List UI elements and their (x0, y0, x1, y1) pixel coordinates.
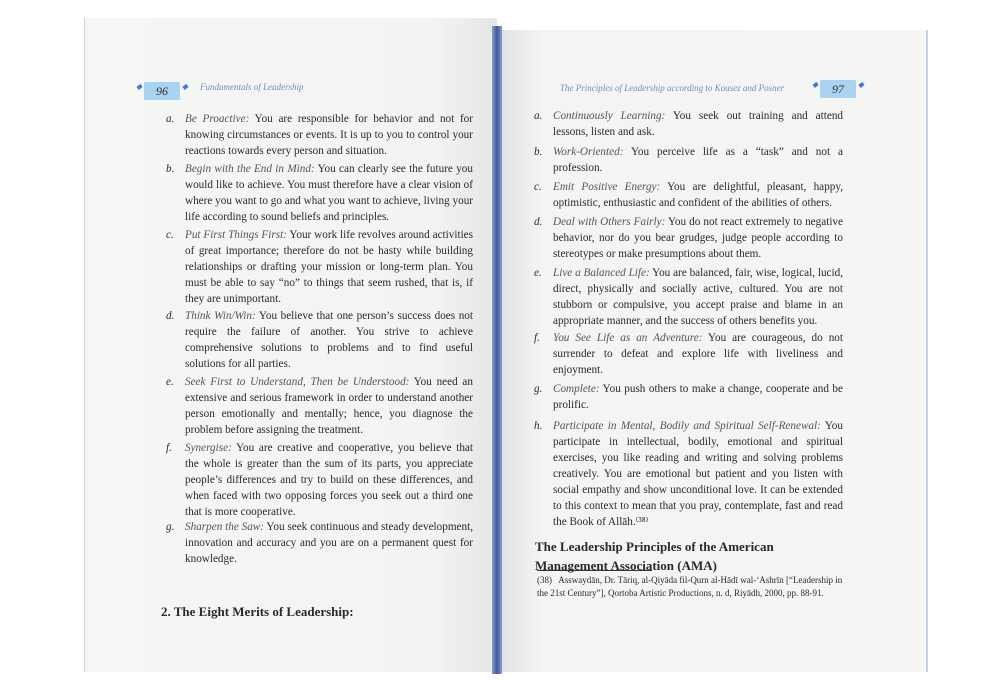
item-term: Complete: (553, 383, 600, 395)
item-label: b. (534, 146, 543, 158)
item-text: You can clearly see the future you would like to achieve. You must therefore have a clear vision of where you want to go and what you want to achieve, living your life according to sound beliefs and principles. (185, 163, 474, 223)
footnote-divider (537, 570, 652, 571)
item-label: b. (166, 163, 175, 175)
item-term: Begin with the End in Mind: (185, 163, 315, 175)
item-label: c. (166, 229, 174, 241)
item-term: Emit Positive Energy: (553, 181, 661, 193)
list-item (166, 308, 473, 372)
item-term: Participate in Mental, Bodily and Spiritual Self-Renewal: (553, 420, 821, 432)
item-label: c. (534, 181, 542, 193)
footnote-number: (38) (537, 575, 552, 585)
running-header: Fundamentals of Leadership (200, 82, 304, 92)
footnote-text: Asswaydān, Dr. Tāriq, al-Qiyāda fil-Qurn al-Hādī wal-‘Ashrīn [“Leadership in the 21st Century”], Qortoba Artistic Productions, n. d, Riyādh, 2000, pp. 88-91. (537, 575, 843, 598)
item-term: Be Proactive: (185, 113, 250, 125)
item-term: Put First Things First: (185, 229, 287, 241)
item-label: d. (534, 216, 543, 228)
item-term: Sharpen the Saw: (185, 521, 264, 533)
list-item (534, 418, 843, 530)
item-label: a. (166, 113, 175, 125)
item-text: You do not react extremely to negative behavior, nor do you bear grudges, judge people according to stereotypes or make presumptions about them. (553, 216, 843, 260)
item-label: e. (534, 267, 542, 279)
item-text: You are responsible for behavior and not for knowing circumstances or events. It is up to you to control your reactions towards every person and situation. (185, 113, 473, 157)
book-spine (492, 26, 502, 674)
list-item (534, 144, 843, 176)
section-heading: The Leadership Principles of the American Management Association (AMA) (535, 539, 774, 573)
item-text: Your work life revolves around activities of great importance; therefore do not be hasty while building relationships or drafting your mission or long-term plan. You must be able to say “no” to things that seem rushed, that is, if they are unimportant. (185, 229, 473, 305)
item-text: You seek out training and attend lessons, listen and ask. (553, 110, 844, 138)
list-item (534, 214, 843, 262)
item-term: Deal with Others Fairly: (553, 216, 666, 228)
page-number: ◆ 97 ◆ (820, 80, 856, 98)
list-item (166, 161, 474, 225)
section-heading: 2. The Eight Merits of Leadership: (161, 604, 354, 619)
item-term: Work-Oriented: (553, 146, 624, 158)
item-label: f. (166, 442, 172, 454)
list-item (166, 374, 473, 438)
item-label: e. (166, 376, 174, 388)
list-item (166, 519, 473, 567)
item-term: Synergise: (185, 442, 232, 454)
list-item (534, 381, 843, 413)
item-term: Seek First to Understand, Then be Understood: (185, 376, 410, 388)
item-text: You need an extensive and serious framework in order to understand another person emotionally and mentally; hence, you diagnose the problem before assigning the treatment. (185, 376, 473, 436)
item-text: You are balanced, fair, wise, logical, lucid, direct, physically and socially active, cultured. You are not stubborn or compulsive, you accept praise and blame in an appropriate manner, and the success of others benefits you. (553, 267, 844, 327)
item-text: You participate in intellectual, bodily, emotional and spiritual exercises, you like reading and writing and solving problems creatively. You are emotional but patient and you listen with social empathy and show unconditional love. It can be extended to this context to mean that you pray, contemplate, fast and read the Book of Allāh.⁽³⁸⁾ (553, 420, 843, 528)
item-label: a. (534, 110, 543, 122)
item-text: You believe that one person’s success does not require the failure of another. You strive to achieve comprehensive solutions to problems and to find useful solutions for all parties. (185, 310, 473, 370)
list-item (534, 108, 844, 140)
list-item (534, 265, 844, 329)
item-term: You See Life as an Adventure: (553, 332, 703, 344)
item-text: You seek continuous and steady development, innovation and accuracy and you are on a permanent quest for knowledge. (185, 521, 473, 565)
item-label: g. (166, 521, 175, 533)
footnote (537, 574, 843, 600)
item-term: Continuously Learning: (553, 110, 666, 122)
item-text: You push others to make a change, cooperate and be prolific. (553, 383, 843, 411)
list-item (166, 227, 473, 307)
item-text: You are courageous, do not surrender to defeat and explore life with liveliness and enjoyment. (553, 332, 843, 376)
list-item (534, 179, 843, 211)
item-label: d. (166, 310, 175, 322)
item-term: Think Win/Win: (185, 310, 256, 322)
item-label: g. (534, 383, 543, 395)
item-text: You perceive life as a “task” and not a profession. (553, 146, 843, 174)
item-label: f. (534, 332, 540, 344)
list-item (166, 111, 473, 159)
item-label: h. (534, 420, 543, 432)
item-text: You are creative and cooperative, you believe that the whole is greater than the sum of its parts, you appreciate people’s differences and try to build on these differences, and when faced with two opposing forces you seek out a third one that is more cooperative. (185, 442, 473, 518)
item-text: You are delightful, pleasant, happy, optimistic, enthusiastic and confident of the abilities of others. (553, 181, 843, 209)
item-term: Live a Balanced Life: (553, 267, 650, 279)
list-item (166, 440, 473, 520)
list-item (534, 330, 843, 378)
page-number: ◆ 96 ◆ (144, 82, 180, 100)
running-header: The Principles of Leadership according to Kousez and Posner (560, 83, 785, 93)
